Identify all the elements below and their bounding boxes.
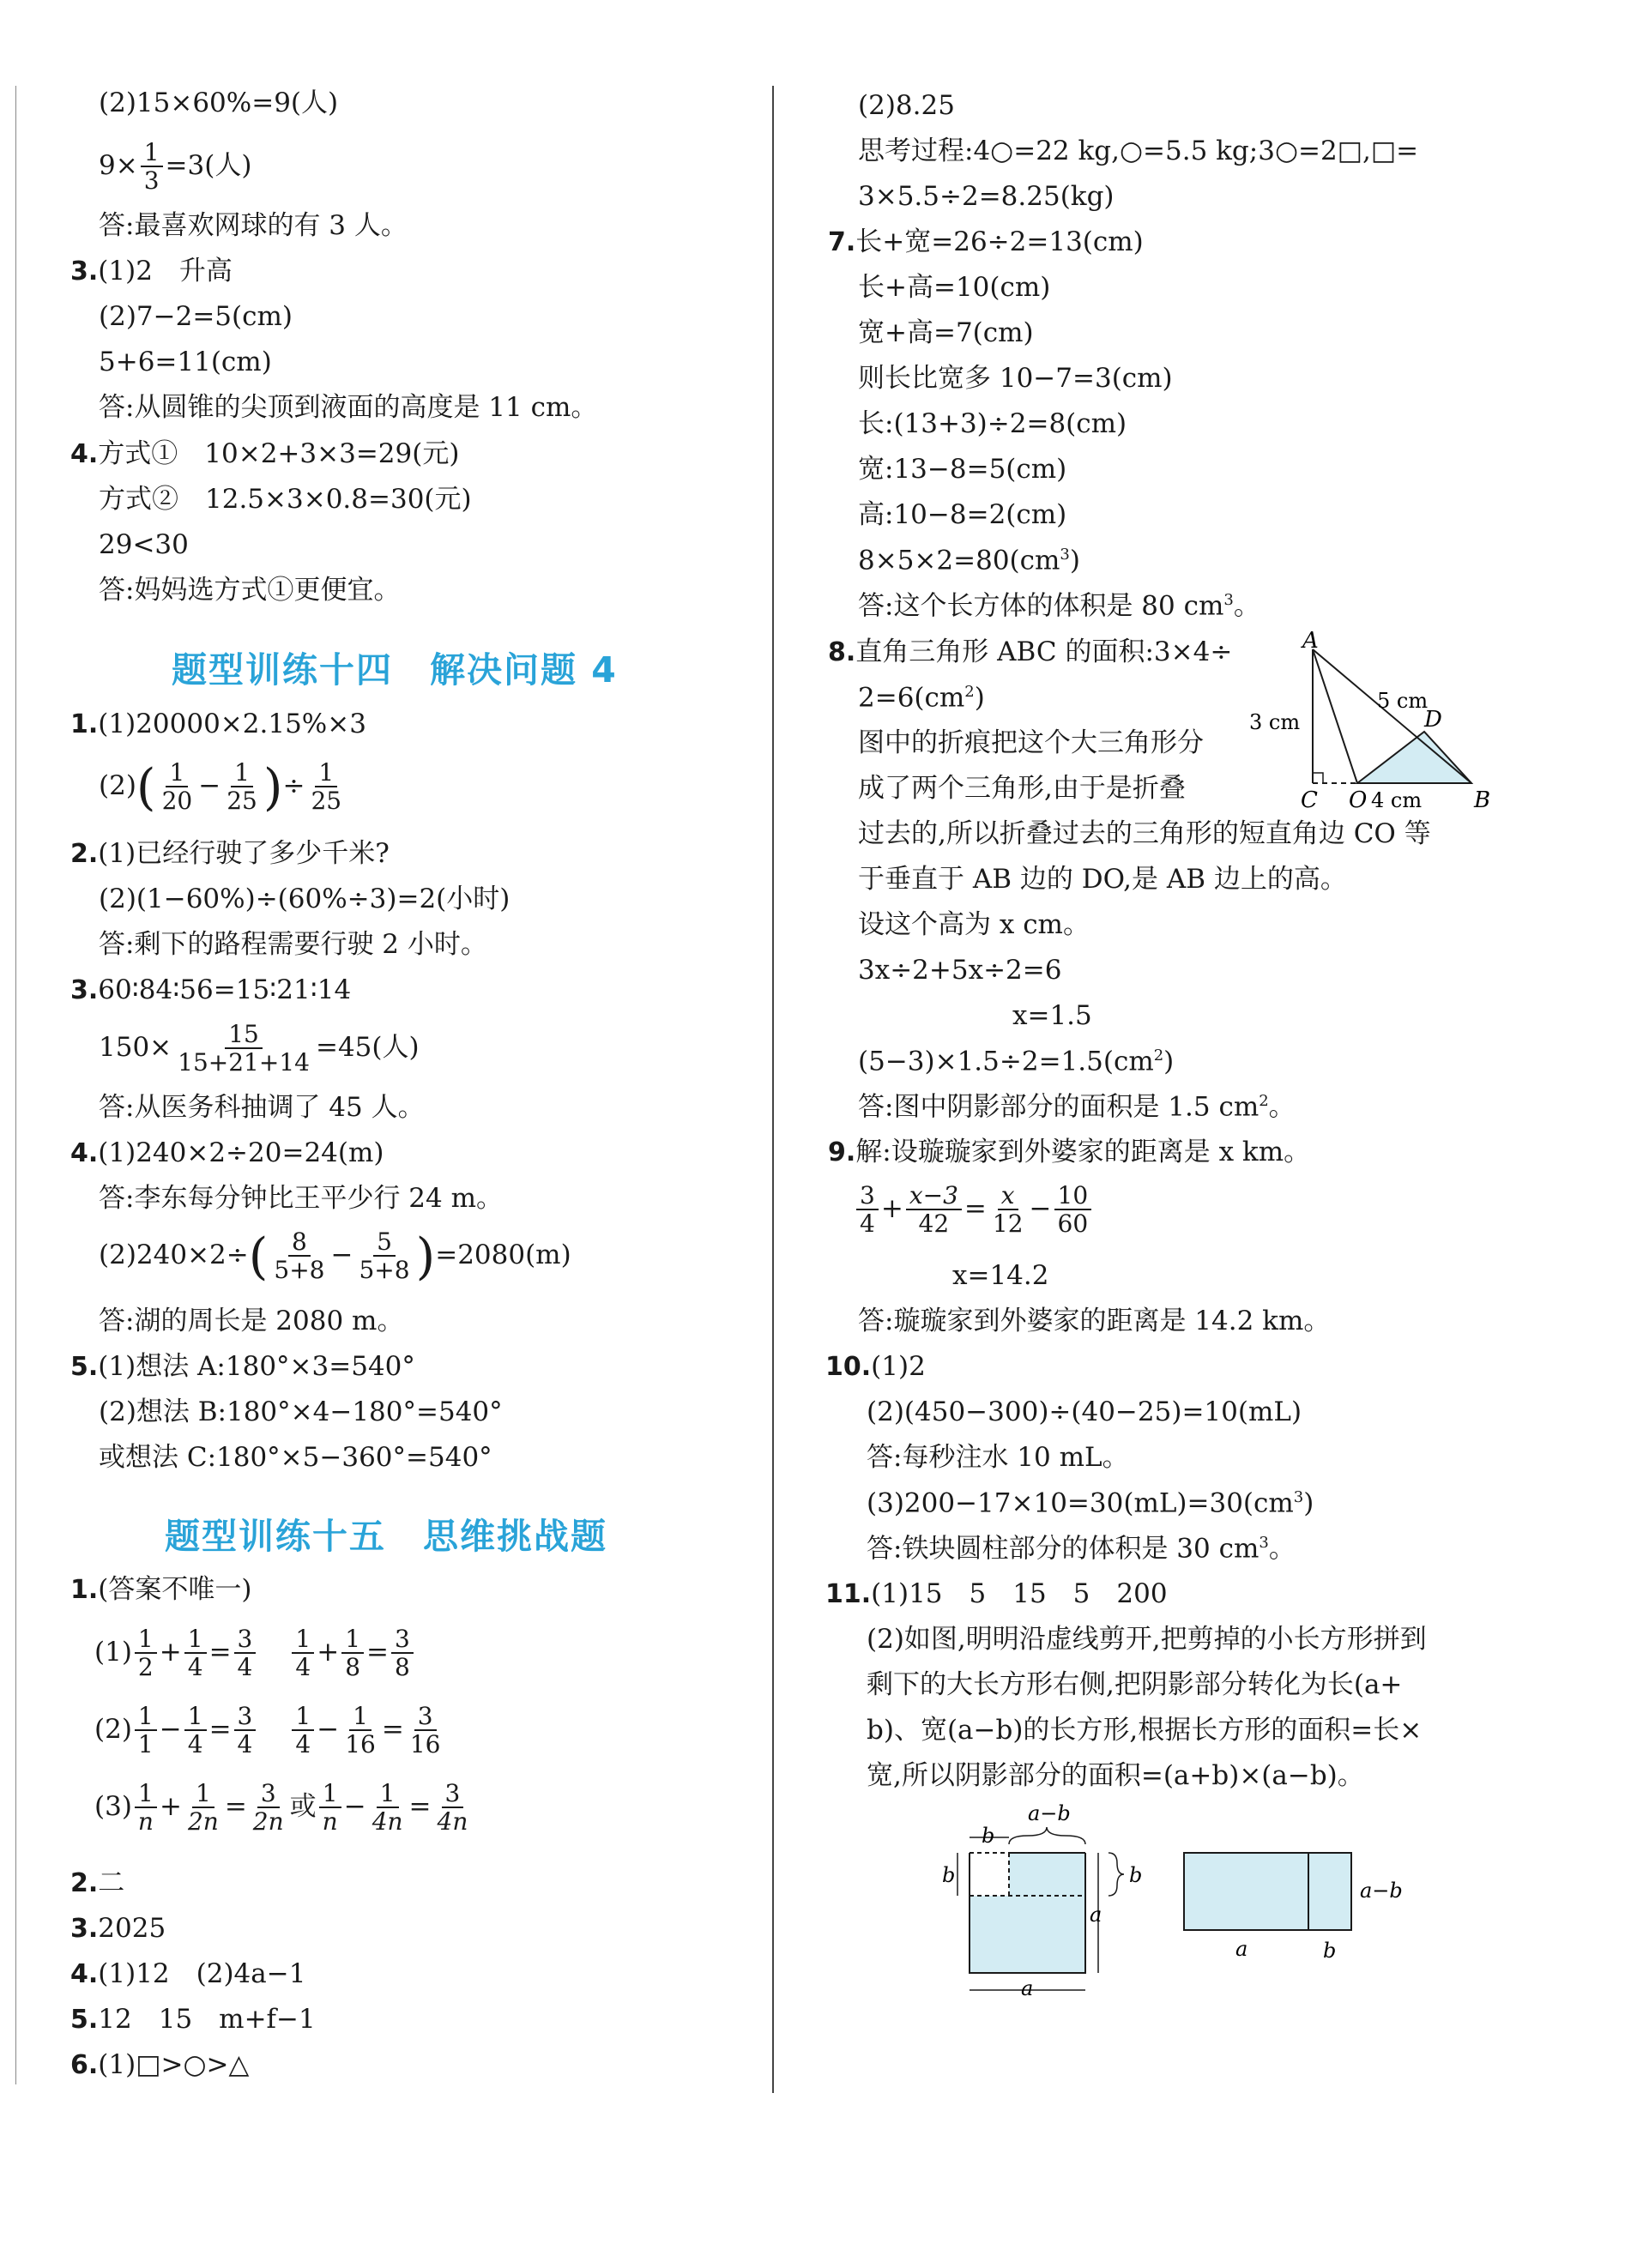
answer-line: 答:璇璇家到外婆家的距离是 14.2 km。 (858, 1306, 1331, 1336)
fraction (159, 759, 196, 815)
superscript: 2 (1153, 1047, 1164, 1065)
fraction (341, 1626, 364, 1681)
denominator: 25 (311, 787, 342, 816)
text-line: 高:10−8=2(cm) (858, 499, 1067, 530)
denominator: 4 (860, 1209, 875, 1239)
text: 。 (1233, 590, 1260, 622)
denominator: n (322, 1807, 338, 1837)
numerator: 1 (377, 1780, 399, 1808)
fraction (906, 1182, 962, 1238)
numerator: 1 (141, 139, 163, 167)
denominator: 2 (137, 1653, 154, 1682)
denominator: 1 (137, 1730, 154, 1759)
text-line: 宽:13−8=5(cm) (858, 454, 1067, 485)
denominator: 4 (237, 1653, 253, 1682)
question-2 (70, 838, 390, 869)
numerator: 1 (135, 1626, 157, 1654)
fraction (319, 1780, 341, 1836)
text-line: 3x÷2+5x÷2=6 (858, 955, 1062, 986)
label-c: C (1301, 787, 1318, 813)
operator: + (317, 1636, 340, 1668)
text-line: (2)(1−60%)÷(60%÷3)=2(小时) (99, 884, 510, 914)
numerator: 1 (135, 1703, 157, 1731)
text: 。 (1268, 1091, 1296, 1123)
label-b-right: b (1129, 1863, 1143, 1887)
question-5 (70, 2006, 316, 2033)
answer-line: 答:剩下的路程需要行驶 2 小时。 (99, 929, 487, 960)
question-2 (70, 1867, 125, 1898)
fraction (989, 1182, 1027, 1238)
section-heading-14: 题型训练十四 解决问题 4 (172, 649, 618, 691)
shaded-triangle (1357, 732, 1471, 783)
denominator: 5+8 (274, 1256, 325, 1285)
section-heading-15: 题型训练十五 思维挑战题 (165, 1516, 607, 1557)
denominator: 42 (918, 1209, 950, 1239)
numerator: 3 (442, 1780, 464, 1808)
fraction (135, 1703, 157, 1758)
text-line: x=14.2 (952, 1260, 1049, 1291)
text: (1)2 升高 (98, 256, 233, 287)
fraction (292, 1703, 314, 1758)
numerator: 1 (192, 1780, 214, 1808)
text: =3(人) (165, 149, 252, 181)
denominator: 4 (187, 1730, 203, 1759)
numerator: x−3 (906, 1182, 962, 1210)
fraction (355, 1228, 413, 1284)
denominator: 4 (295, 1730, 311, 1759)
text: (5−3)×1.5÷2=1.5(cm (858, 1046, 1154, 1077)
math-line (99, 1021, 420, 1077)
fraction (391, 1626, 414, 1681)
label-a: A (1302, 630, 1319, 654)
fraction (141, 139, 163, 195)
denominator: 8 (345, 1653, 361, 1682)
text: (1)15 5 15 5 200 (871, 1578, 1168, 1609)
text: 方式① 10×2+3×3=29(元) (98, 438, 460, 469)
label-a-result: a (1235, 1937, 1248, 1961)
question-3 (70, 974, 352, 1005)
label-4cm: 4 cm (1371, 788, 1423, 812)
label-b-top: b (982, 1824, 995, 1848)
numerator: 1 (349, 1703, 372, 1731)
fraction (234, 1703, 257, 1758)
numerator: 3 (391, 1626, 414, 1654)
math-line (94, 1780, 474, 1836)
numerator: 3 (257, 1780, 280, 1808)
question-3 (70, 258, 233, 285)
text: 2=6(cm (858, 682, 965, 714)
answer-line: 答:最喜欢网球的有 3 人。 (99, 210, 408, 241)
denominator: 8 (395, 1653, 410, 1682)
superscript: 3 (1293, 1488, 1304, 1506)
question-number: 6. (70, 2050, 99, 2080)
denominator: 16 (409, 1730, 441, 1759)
text-line: (2)(450−300)÷(40−25)=10(mL) (867, 1396, 1302, 1427)
numerator: 10 (1054, 1182, 1092, 1210)
operator: + (880, 1192, 903, 1224)
fraction (184, 1703, 207, 1758)
text: (1) (94, 1636, 132, 1668)
numerator: 1 (184, 1626, 207, 1654)
math-line (94, 1703, 446, 1758)
text: (答案不唯一) (98, 1574, 252, 1605)
text: (3)200−17×10=30(mL)=30(cm (867, 1487, 1294, 1519)
label-a-bottom: a (1021, 1976, 1034, 2000)
label-a-minus-b-right: a−b (1360, 1879, 1403, 1903)
question-number: 8. (828, 637, 856, 667)
operator: = (408, 1790, 432, 1822)
text: (2) (94, 1713, 132, 1745)
question-number: 1. (70, 1575, 99, 1605)
text: =2080(m) (435, 1239, 571, 1270)
question-11 (825, 1578, 1168, 1609)
question-1 (70, 1574, 252, 1605)
text: 12 15 m+f−1 (98, 2004, 316, 2035)
fraction (307, 759, 345, 815)
text-line: 成了两个三角形,由于是折叠 (858, 773, 1186, 804)
math-line (854, 1182, 1094, 1238)
question-8 (828, 636, 1233, 667)
fraction (234, 1626, 257, 1681)
answer-line: 答:从医务科抽调了 45 人。 (99, 1092, 425, 1123)
fraction (184, 1780, 222, 1836)
denominator: 4 (237, 1730, 253, 1759)
text-line: 剩下的大长方形右侧,把阴影部分转化为长(a+ (867, 1669, 1403, 1700)
numerator: 1 (341, 1626, 364, 1654)
text: 9× (99, 149, 138, 181)
fraction (434, 1780, 472, 1836)
fraction (407, 1703, 444, 1758)
text: (1)已经行驶了多少千米? (98, 838, 390, 869)
text-line: 图中的折痕把这个大三角形分 (858, 727, 1204, 758)
text: (1)12 (2)4a−1 (98, 1958, 306, 1989)
question-number: 2. (70, 1868, 99, 1898)
paren-close: ) (263, 757, 283, 817)
operator: − (330, 1239, 353, 1270)
text-line: 思考过程:4○=22 kg,○=5.5 kg;3○=2□,□= (858, 136, 1419, 166)
denominator: 4 (187, 1653, 203, 1682)
math-line (99, 1228, 571, 1284)
text: 答:这个长方体的体积是 80 cm (858, 590, 1224, 622)
text-line: 于垂直于 AB 边的 DO,是 AB 边上的高。 (858, 864, 1347, 895)
text: 直角三角形 ABC 的面积:3×4÷ (855, 636, 1233, 667)
numerator: 1 (292, 1703, 314, 1731)
operator: = (224, 1790, 247, 1822)
question-7 (828, 226, 1144, 257)
denominator: 60 (1057, 1209, 1089, 1239)
right-angle-mark (1313, 773, 1323, 783)
numerator: 3 (234, 1703, 257, 1731)
fraction (369, 1780, 407, 1836)
operator: = (964, 1192, 987, 1224)
text: 8×5×2=80(cm (858, 545, 1060, 576)
operator: − (343, 1790, 366, 1822)
question-number: 10. (825, 1352, 872, 1382)
operator: = (381, 1713, 404, 1745)
operator: − (1029, 1192, 1052, 1224)
question-number: 1. (70, 709, 99, 739)
text-line (858, 547, 1080, 574)
denominator: n (137, 1807, 154, 1837)
numerator: 3 (234, 1626, 257, 1654)
denominator: 4n (372, 1807, 403, 1837)
question-6 (70, 2049, 250, 2080)
superscript: 3 (1223, 591, 1234, 609)
text: (1)□>○>△ (98, 2049, 250, 2080)
fraction (135, 1780, 157, 1836)
answer-line: 答:妈妈选方式①更便宜。 (99, 575, 401, 606)
numerator: 8 (288, 1228, 311, 1257)
operator: − (159, 1713, 182, 1745)
denominator: 15+21+14 (178, 1048, 310, 1077)
question-number: 3. (70, 1914, 99, 1944)
numerator: 1 (315, 759, 337, 787)
text: (3) (94, 1790, 132, 1822)
text: ) (1163, 1046, 1175, 1077)
question-number: 11. (825, 1579, 872, 1609)
fraction (135, 1626, 157, 1681)
operator: = (208, 1713, 232, 1745)
text: 150× (99, 1031, 172, 1063)
text: ) (974, 682, 985, 714)
column-divider (772, 86, 774, 2093)
label-o: O (1349, 787, 1368, 813)
fraction (223, 759, 261, 815)
denominator: 2n (187, 1807, 219, 1837)
text-line: x=1.5 (1012, 1000, 1092, 1031)
text-line (867, 1487, 1314, 1519)
numerator: 1 (184, 1703, 207, 1731)
text-line: 方式② 12.5×3×0.8=30(元) (99, 484, 472, 515)
operator: + (159, 1636, 182, 1668)
label-d: D (1424, 707, 1442, 733)
denominator: 3 (143, 166, 160, 196)
text-line: 宽,所以阴影部分的面积=(a+b)×(a−b)。 (867, 1760, 1364, 1791)
fraction (270, 1228, 328, 1284)
paren-open: ( (136, 757, 156, 817)
answer-line: 答:湖的周长是 2080 m。 (99, 1306, 404, 1336)
operator: = (366, 1636, 389, 1668)
fraction (184, 1626, 207, 1681)
text: 或 (289, 1790, 317, 1822)
text: (1)想法 A:180°×3=540° (98, 1351, 415, 1382)
answer-line: 答:从圆锥的尖顶到液面的高度是 11 cm。 (99, 392, 598, 423)
question-number: 5. (70, 1352, 99, 1382)
question-number: 3. (70, 975, 99, 1005)
text: 。 (1268, 1533, 1296, 1565)
text: 60∶84∶56=15∶21∶14 (98, 974, 352, 1005)
fraction (856, 1182, 879, 1238)
text-line: 5+6=11(cm) (99, 347, 272, 377)
numerator: x (998, 1182, 1018, 1210)
text: =45(人) (315, 1031, 420, 1063)
numerator: 15 (225, 1021, 263, 1049)
question-number: 4. (70, 1959, 99, 1989)
text: 答:铁块圆柱部分的体积是 30 cm (867, 1533, 1260, 1565)
question-number: 4. (70, 439, 99, 469)
numerator: 1 (292, 1626, 314, 1654)
text-line: (2)如图,明明沿虚线剪开,把剪掉的小长方形拼到 (867, 1624, 1427, 1655)
numerator: 3 (414, 1703, 437, 1731)
text: (2)240×2÷ (99, 1239, 249, 1270)
edge-ao (1313, 649, 1357, 783)
label-5cm: 5 cm (1377, 689, 1429, 713)
text: ) (1303, 1487, 1314, 1519)
question-1 (70, 711, 366, 738)
label-a-right: a (1090, 1903, 1102, 1927)
text-line: (2)15×60%=9(人) (99, 87, 339, 118)
text-line: 或想法 C:180°×5−360°=540° (99, 1442, 492, 1473)
text: (1)240×2÷20=24(m) (98, 1137, 384, 1168)
denominator: 2n (252, 1807, 284, 1837)
operator: ÷ (282, 769, 305, 801)
text: 解:设璇璇家到外婆家的距离是 x km。 (855, 1137, 1311, 1167)
text-line: 长+高=10(cm) (858, 272, 1051, 303)
denominator: 5+8 (359, 1256, 410, 1285)
result-rectangle (1184, 1853, 1351, 1930)
answer-line (858, 590, 1260, 622)
math-line (94, 1626, 416, 1681)
question-number: 4. (70, 1138, 99, 1168)
shaded-region-left (970, 1896, 1085, 1973)
text-line (858, 682, 985, 714)
operator: − (198, 769, 221, 801)
operator: + (159, 1790, 182, 1822)
question-number: 5. (70, 2005, 99, 2035)
text: (2) (99, 769, 136, 801)
question-number: 2. (70, 839, 99, 869)
fraction (174, 1021, 313, 1077)
text-line: 则长比宽多 10−7=3(cm) (858, 363, 1173, 394)
paren-open: ( (248, 1227, 269, 1286)
question-4 (70, 1137, 384, 1168)
shaded-region-left-top (1009, 1853, 1085, 1896)
label-a-minus-b-top: a−b (1028, 1801, 1071, 1825)
text: (1)20000×2.15%×3 (98, 709, 366, 739)
fraction (1054, 1182, 1092, 1238)
denominator: 20 (161, 787, 193, 816)
numerator: 5 (373, 1228, 396, 1257)
question-number: 3. (70, 256, 99, 287)
text-line: (2)想法 B:180°×4−180°=540° (99, 1396, 503, 1427)
numerator: 1 (135, 1780, 157, 1808)
fraction (292, 1626, 314, 1681)
denominator: 4n (437, 1807, 468, 1837)
superscript: 3 (1259, 1534, 1269, 1552)
text-line: (2)8.25 (858, 90, 955, 121)
numerator: 1 (231, 759, 253, 787)
text: 二 (98, 1867, 125, 1898)
text: ) (1069, 545, 1080, 576)
denominator: 25 (227, 787, 257, 816)
text-line: 3×5.5÷2=8.25(kg) (858, 181, 1115, 212)
text: (1)2 (871, 1351, 926, 1382)
question-3 (70, 1915, 166, 1942)
answer-line (858, 1091, 1296, 1123)
left-margin-line (15, 86, 16, 2084)
question-4 (70, 438, 460, 469)
triangle-figure (1244, 630, 1493, 823)
text-line (858, 1048, 1174, 1075)
answer-line: 答:李东每分钟比王平少行 24 m。 (99, 1183, 503, 1214)
math-line (99, 139, 251, 195)
numerator: 1 (166, 759, 188, 787)
text: 答:图中阴影部分的面积是 1.5 cm (858, 1091, 1260, 1123)
label-b-result: b (1323, 1939, 1337, 1963)
answer-line: 答:每秒注水 10 mL。 (867, 1442, 1129, 1473)
superscript: 3 (1060, 546, 1070, 564)
text-line: (2)7−2=5(cm) (99, 301, 293, 332)
text: 长+宽=26÷2=13(cm) (855, 226, 1144, 257)
math-line (99, 759, 347, 815)
text-line: 宽+高=7(cm) (858, 317, 1034, 348)
question-4 (70, 1958, 306, 1989)
question-number: 7. (828, 227, 856, 257)
label-3cm: 3 cm (1249, 710, 1301, 734)
brace-top (1009, 1827, 1085, 1844)
superscript: 2 (964, 683, 975, 701)
paren-close: ) (415, 1227, 436, 1286)
label-b: B (1474, 787, 1491, 813)
text-line: b)、宽(a−b)的长方形,根据长方形的面积=长× (867, 1715, 1423, 1746)
text-line: 长:(13+3)÷2=8(cm) (858, 408, 1127, 439)
question-9 (828, 1139, 1310, 1166)
numerator: 1 (319, 1780, 341, 1808)
numerator: 3 (856, 1182, 879, 1210)
text-line: 29<30 (99, 529, 189, 560)
superscript: 2 (1259, 1092, 1269, 1110)
question-number: 9. (828, 1137, 856, 1167)
denominator: 4 (295, 1653, 311, 1682)
fraction (341, 1703, 379, 1758)
text: 2025 (98, 1913, 166, 1944)
denominator: 16 (345, 1730, 376, 1759)
brace-right (1109, 1853, 1124, 1896)
question-10 (825, 1351, 926, 1382)
operator: − (317, 1713, 340, 1745)
label-b-left: b (942, 1863, 956, 1887)
operator: = (208, 1636, 232, 1668)
text-line: 过去的,所以折叠过去的三角形的短直角边 CO 等 (858, 818, 1431, 849)
answer-line (867, 1533, 1296, 1565)
denominator: 12 (992, 1209, 1024, 1239)
question-5 (70, 1351, 415, 1382)
rectangle-figure (927, 1801, 1407, 2016)
text-line: 设这个高为 x cm。 (858, 909, 1090, 940)
fraction (250, 1780, 287, 1836)
